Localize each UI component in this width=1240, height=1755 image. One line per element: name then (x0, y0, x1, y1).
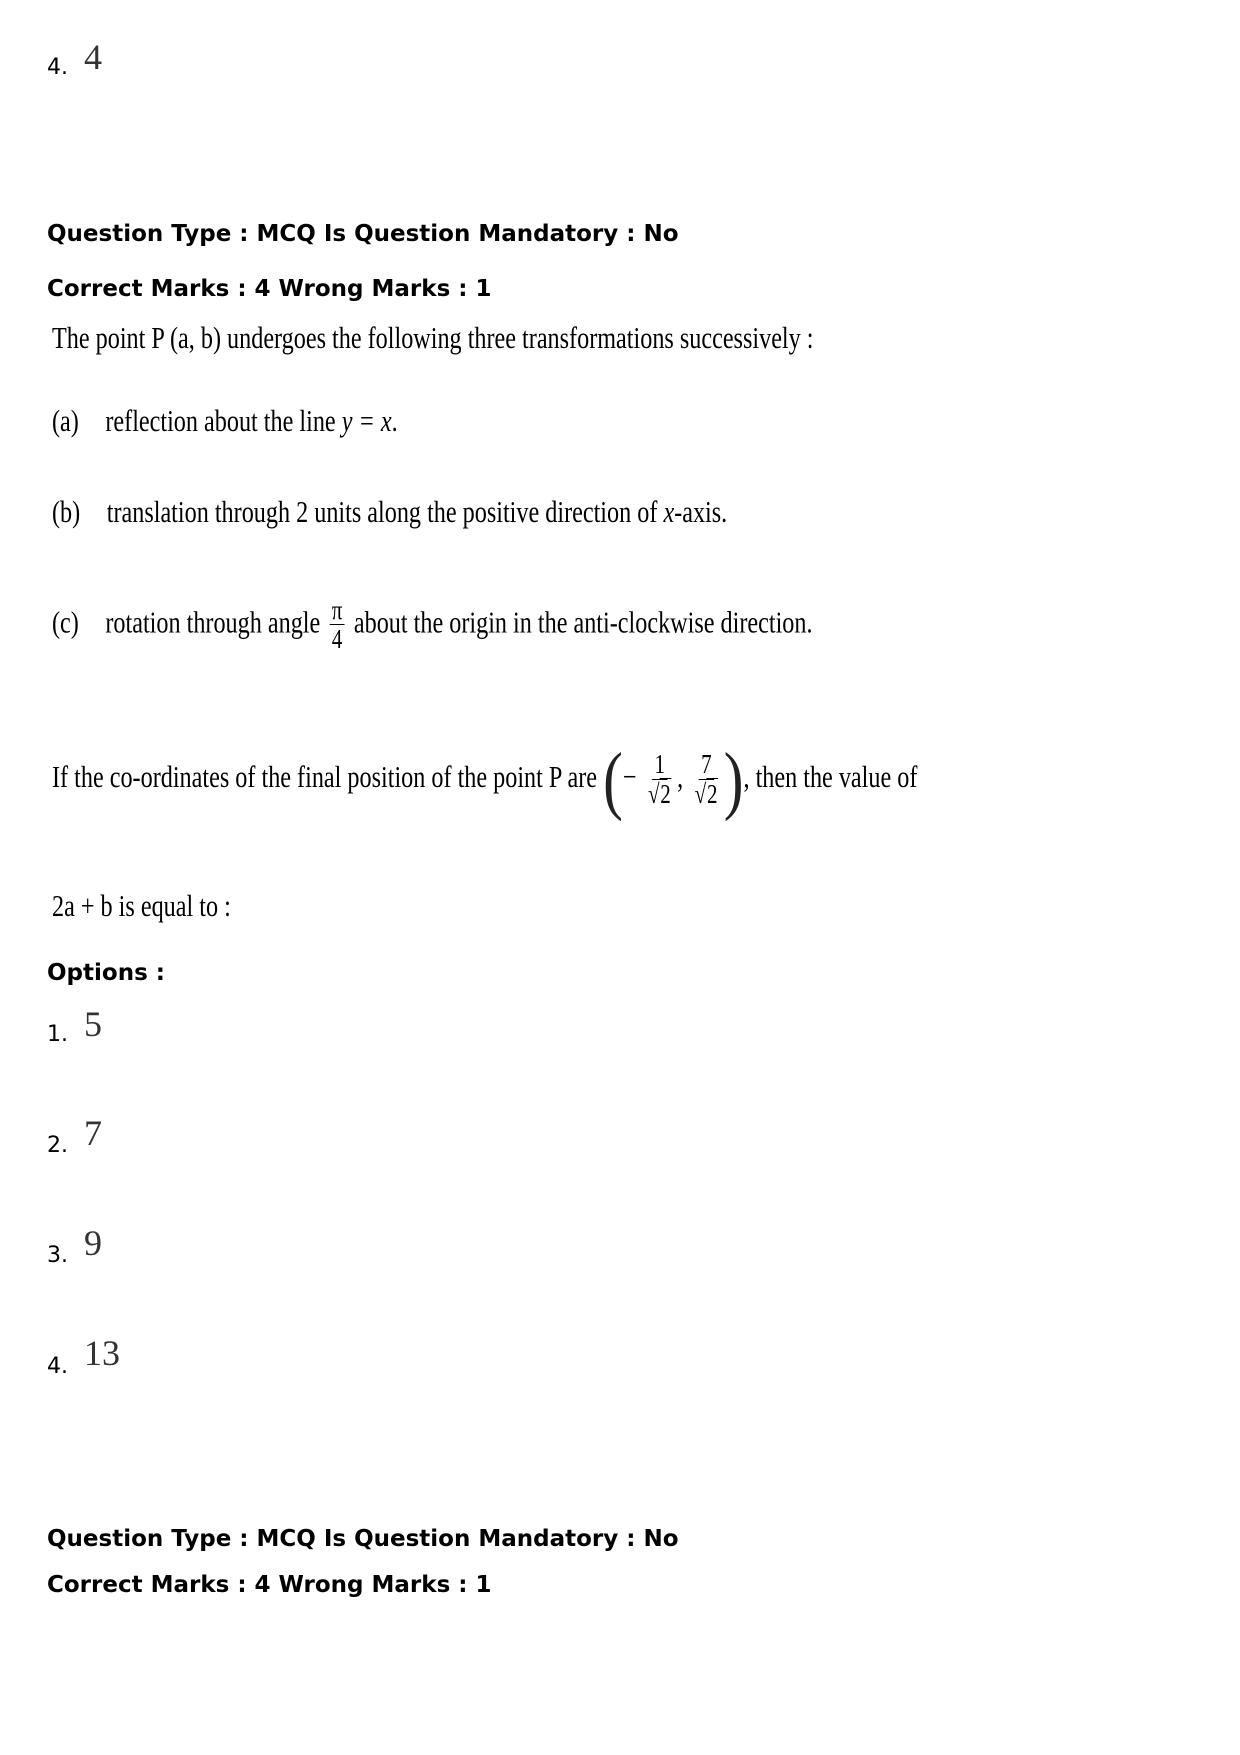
next-marks-line: Correct Marks : 4 Wrong Marks : 1 (47, 1572, 492, 1598)
final-position-line (52, 738, 918, 822)
angle-numerator: π (329, 596, 344, 625)
prev-option-4-number: 4. (47, 55, 68, 80)
next-question-type-line: Question Type : MCQ Is Question Mandatory : No (47, 1526, 679, 1552)
coord1-sqrt-symbol: √ (647, 778, 660, 809)
question-intro: The point P (a, b) undergoes the following three transformations successively : (52, 320, 814, 355)
coord2-radicand: 2 (706, 778, 718, 809)
question-ask: 2a + b is equal to : (52, 888, 231, 923)
question-type-line: Question Type : MCQ Is Question Mandatory : No (47, 221, 679, 247)
coord1-radicand: 2 (660, 778, 671, 809)
part-b (52, 494, 727, 530)
option-1-value[interactable]: 5 (84, 1004, 102, 1044)
part-a-label: (a) (52, 403, 79, 438)
prev-option-4-value: 4 (84, 37, 102, 77)
part-c-label: (c) (52, 604, 79, 640)
coord1-denominator (646, 780, 674, 810)
option-3-number: 3. (47, 1243, 68, 1268)
part-b-end: -axis. (674, 494, 728, 529)
part-c (52, 596, 813, 655)
option-4-number: 4. (47, 1354, 68, 1379)
options-label: Options : (47, 960, 165, 986)
part-c-end: about the origin in the anti-clockwise direction. (353, 604, 813, 640)
coord1-fraction (646, 750, 674, 809)
coord1-numerator: 1 (652, 750, 667, 779)
option-3-value[interactable]: 9 (84, 1223, 102, 1263)
coord2-sqrt-symbol: √ (694, 778, 707, 809)
option-2-value[interactable]: 7 (84, 1113, 102, 1153)
angle-denominator: 4 (331, 624, 343, 655)
angle-fraction (329, 596, 344, 655)
final-text-before: If the co-ordinates of the final position of the point P are (52, 759, 598, 795)
coord2-fraction (692, 750, 720, 809)
option-4-value[interactable]: 13 (84, 1333, 120, 1373)
right-paren: ) (723, 738, 744, 822)
final-text-after: , then the value of (743, 759, 918, 795)
left-paren: ( (603, 738, 623, 822)
coord-comma: , (677, 759, 684, 795)
marks-line: Correct Marks : 4 Wrong Marks : 1 (47, 276, 492, 302)
part-c-text: rotation through angle (105, 604, 321, 640)
part-b-label: (b) (52, 494, 81, 529)
option-1-number: 1. (47, 1022, 68, 1047)
part-a-text: reflection about the line (105, 403, 342, 438)
coord2-denominator (692, 780, 720, 810)
part-b-text: translation through 2 units along the positive direction of (106, 494, 664, 529)
part-b-math: x (663, 494, 675, 529)
coord2-numerator: 7 (699, 750, 714, 779)
part-a-end: . (391, 403, 398, 438)
part-a (52, 403, 398, 439)
option-2-number: 2. (47, 1133, 68, 1158)
part-a-math: y = x (341, 403, 392, 438)
coord-minus: − (622, 759, 637, 795)
